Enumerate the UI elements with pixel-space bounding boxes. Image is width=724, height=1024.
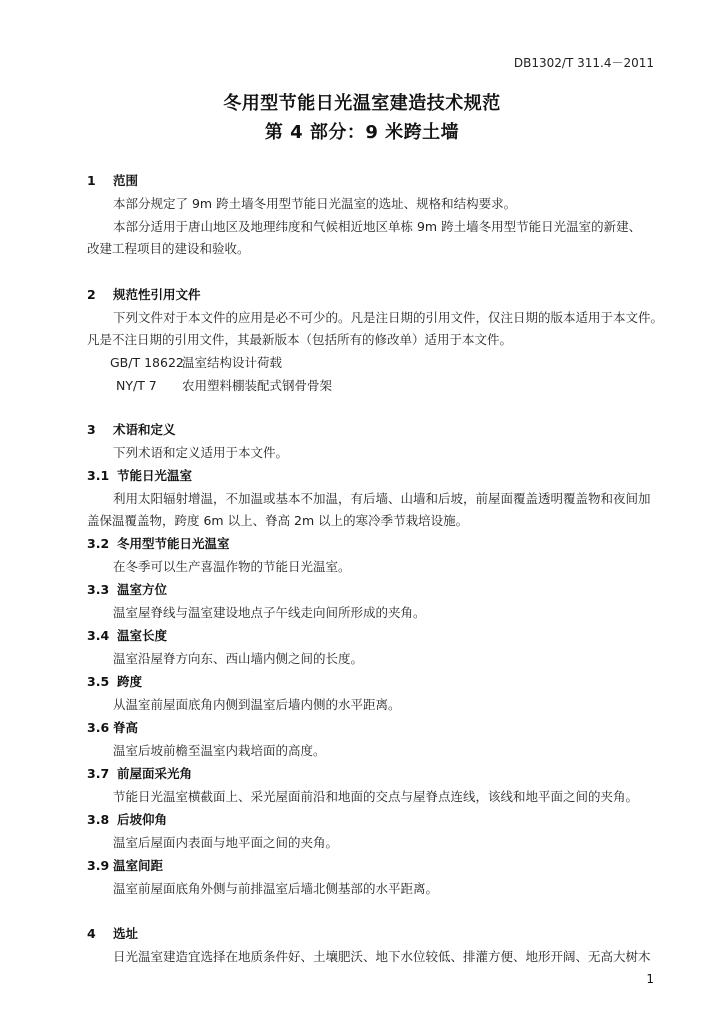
reference-title: 温室结构设计荷载 [182,355,283,370]
paragraph-continued: 改建工程项目的建设和验收。 [87,241,250,256]
term-definition: 在冬季可以生产喜温作物的节能日光温室。 [113,559,351,574]
section-number: 2 [87,287,96,302]
term-definition: 利用太阳辐射增温，不加温或基本不加温，有后墙、山墙和后坡，前屋面覆盖透明覆盖物和夜间加 [113,491,651,506]
section-2-heading [87,287,201,303]
paragraph: 下列术语和定义适用于本文件。 [113,445,289,460]
term-number: 3.1 [87,468,110,483]
paragraph: 本部分适用于唐山地区及地理纬度和气候相近地区单栋 9m 跨土墙冬用型节能日光温室的新建、 [113,219,642,234]
term-definition-continued: 盖保温覆盖物，跨度 6m 以上、脊高 2m 以上的寒冷季节栽培设施。 [87,513,469,528]
term-name: 跨度 [117,674,143,689]
term-definition: 节能日光温室横截面上、采光屋面前沿和地面的交点与屋脊点连线，该线和地平面之间的夹角。 [113,789,639,804]
term-definition: 温室沿屋脊方向东、西山墙内侧之间的长度。 [113,651,364,666]
term-number: 3.4 [87,628,110,643]
term-heading [87,674,142,690]
term-number: 3.5 [87,674,110,689]
reference-title: 农用塑料棚装配式钢骨骨架 [182,378,333,393]
term-definition: 温室前屋面底角外侧与前排温室后墙北侧基部的水平距离。 [113,881,439,896]
paragraph-continued: 凡是不注日期的引用文件，其最新版本（包括所有的修改单）适用于本文件。 [87,332,513,347]
term-name: 前屋面采光角 [117,766,193,781]
term-name: 温室方位 [117,582,168,597]
reference-code: GB/T 18622 [110,355,184,370]
term-definition: 温室后屋面内表面与地平面之间的夹角。 [113,835,339,850]
term-name: 后坡仰角 [117,812,168,827]
section-3-heading [87,422,176,438]
section-title: 规范性引用文件 [113,287,201,302]
section-title: 术语和定义 [113,422,176,437]
term-name: 温室间距 [113,858,164,873]
term-heading [87,812,167,828]
term-number: 3.7 [87,766,110,781]
term-heading [87,720,138,736]
section-number: 3 [87,422,96,437]
section-number: 4 [87,926,96,941]
document-subtitle: 第 4 部分：9 米跨土墙 [264,122,460,143]
page-number: 1 [646,972,654,986]
term-heading [87,766,192,782]
reference-code: NY/T 7 [116,378,157,393]
term-number: 3.8 [87,812,110,827]
term-definition: 温室后坡前檐至温室内栽培面的高度。 [113,743,326,758]
term-definition: 温室屋脊线与温室建设地点子午线走向间所形成的夹角。 [113,605,426,620]
section-1-heading [87,173,138,189]
term-heading [87,628,167,644]
term-name: 节能日光温室 [117,468,193,483]
term-number: 3.6 [87,720,110,735]
term-number: 3.9 [87,858,110,873]
term-number: 3.3 [87,582,110,597]
term-heading [87,858,163,874]
section-number: 1 [87,173,96,188]
section-title: 选址 [113,926,139,941]
section-4-heading [87,926,138,942]
term-name: 脊高 [113,720,139,735]
term-heading [87,468,192,484]
term-heading [87,582,167,598]
document-code: DB1302/T 311.4－2011 [513,56,654,70]
paragraph: 本部分规定了 9m 跨土墙冬用型节能日光温室的选址、规格和结构要求。 [113,196,517,211]
reference-item [116,378,332,394]
document-title: 冬用型节能日光温室建造技术规范 [223,93,501,114]
term-number: 3.2 [87,536,110,551]
paragraph: 下列文件对于本文件的应用是必不可少的。凡是注日期的引用文件，仅注日期的版本适用于本文件。 [113,310,664,325]
paragraph: 日光温室建造宜选择在地质条件好、土壤肥沃、地下水位较低、排灌方便、地形开阔、无高大树木 [113,949,651,964]
term-name: 温室长度 [117,628,168,643]
section-title: 范围 [113,173,139,188]
term-name: 冬用型节能日光温室 [117,536,230,551]
reference-item [110,355,282,371]
term-heading [87,536,230,552]
term-definition: 从温室前屋面底角内侧到温室后墙内侧的水平距离。 [113,697,401,712]
